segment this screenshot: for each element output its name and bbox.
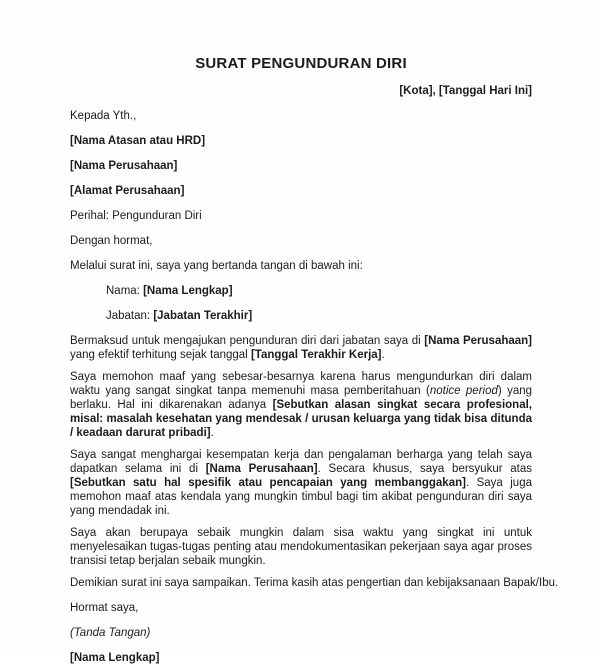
identity-name-label: Nama: [106, 285, 144, 297]
identity-position-line [70, 309, 532, 323]
greeting-line: Dengan hormat, [70, 235, 153, 247]
identity-name-value: [Nama Lengkap] [143, 285, 233, 297]
subject-line: Perihal: Pengunduran Diri [70, 210, 202, 222]
recipient-name-placeholder: [Nama Atasan atau HRD] [70, 135, 206, 147]
signature-name-placeholder: [Nama Lengkap] [70, 652, 160, 664]
letter-title: SURAT PENGUNDURAN DIRI [195, 55, 407, 72]
identity-position-value: [Jabatan Terakhir] [153, 310, 253, 322]
signoff-line: Hormat saya, [70, 602, 139, 614]
identity-name-line [70, 284, 532, 298]
recipient-salutation: Kepada Yth., [70, 110, 137, 122]
paragraph-resignation-intent: Bermaksud untuk mengajukan pengunduran diri dari jabatan saya di [Nama Perusahaan] yang efektif terhitung sejak tanggal [Tanggal Terakhir Kerja]. [70, 335, 533, 361]
paragraph-apology-reason: Saya memohon maaf yang sebesar-besarnya karena harus mengundurkan diri dalam waktu yang sangat singkat tanpa memenuhi masa pemberitahuan (notice period) yang berlaku. Hal ini dikarenakan adanya [Sebutkan alasan singkat secara profesional, misal: masalah kesehatan yang mendesak / urusan keluarga yang tidak bisa ditunda / keadaan darurat pribadi]. [70, 371, 533, 439]
paragraph-transition-commitment: Saya akan berupaya sebaik mungkin dalam sisa waktu yang singkat ini untuk menyelesaikan tugas-tugas penting atau mendokumentasikan pekerjaan saya agar proses transisi tetap berjalan sebaik mungkin. [70, 527, 532, 567]
paragraph-gratitude: Saya sangat menghargai kesempatan kerja dan pengalaman berharga yang telah saya dapatkan selama ini di [Nama Perusahaan]. Secara khusus, saya bersyukur atas [Sebutkan satu hal spesifik atau pencapaian yang membanggakan]. Saya juga memohon maaf atas kendala yang mungkin timbul bagi tim akibat pengunduran diri saya yang mendadak ini. [70, 449, 532, 517]
closing-line: Demikian surat ini saya sampaikan. Terima kasih atas pengertian dan kebijaksanaan Bapak/Ibu. [70, 577, 559, 589]
opening-line: Melalui surat ini, saya yang bertanda tangan di bawah ini: [70, 260, 363, 272]
company-name-placeholder: [Nama Perusahaan] [70, 160, 178, 172]
identity-position-label: Jabatan: [106, 310, 154, 322]
company-address-placeholder: [Alamat Perusahaan] [70, 185, 185, 197]
signature-placeholder: (Tanda Tangan) [70, 627, 151, 639]
city-date-line: [Kota], [Tanggal Hari Ini] [399, 85, 532, 97]
